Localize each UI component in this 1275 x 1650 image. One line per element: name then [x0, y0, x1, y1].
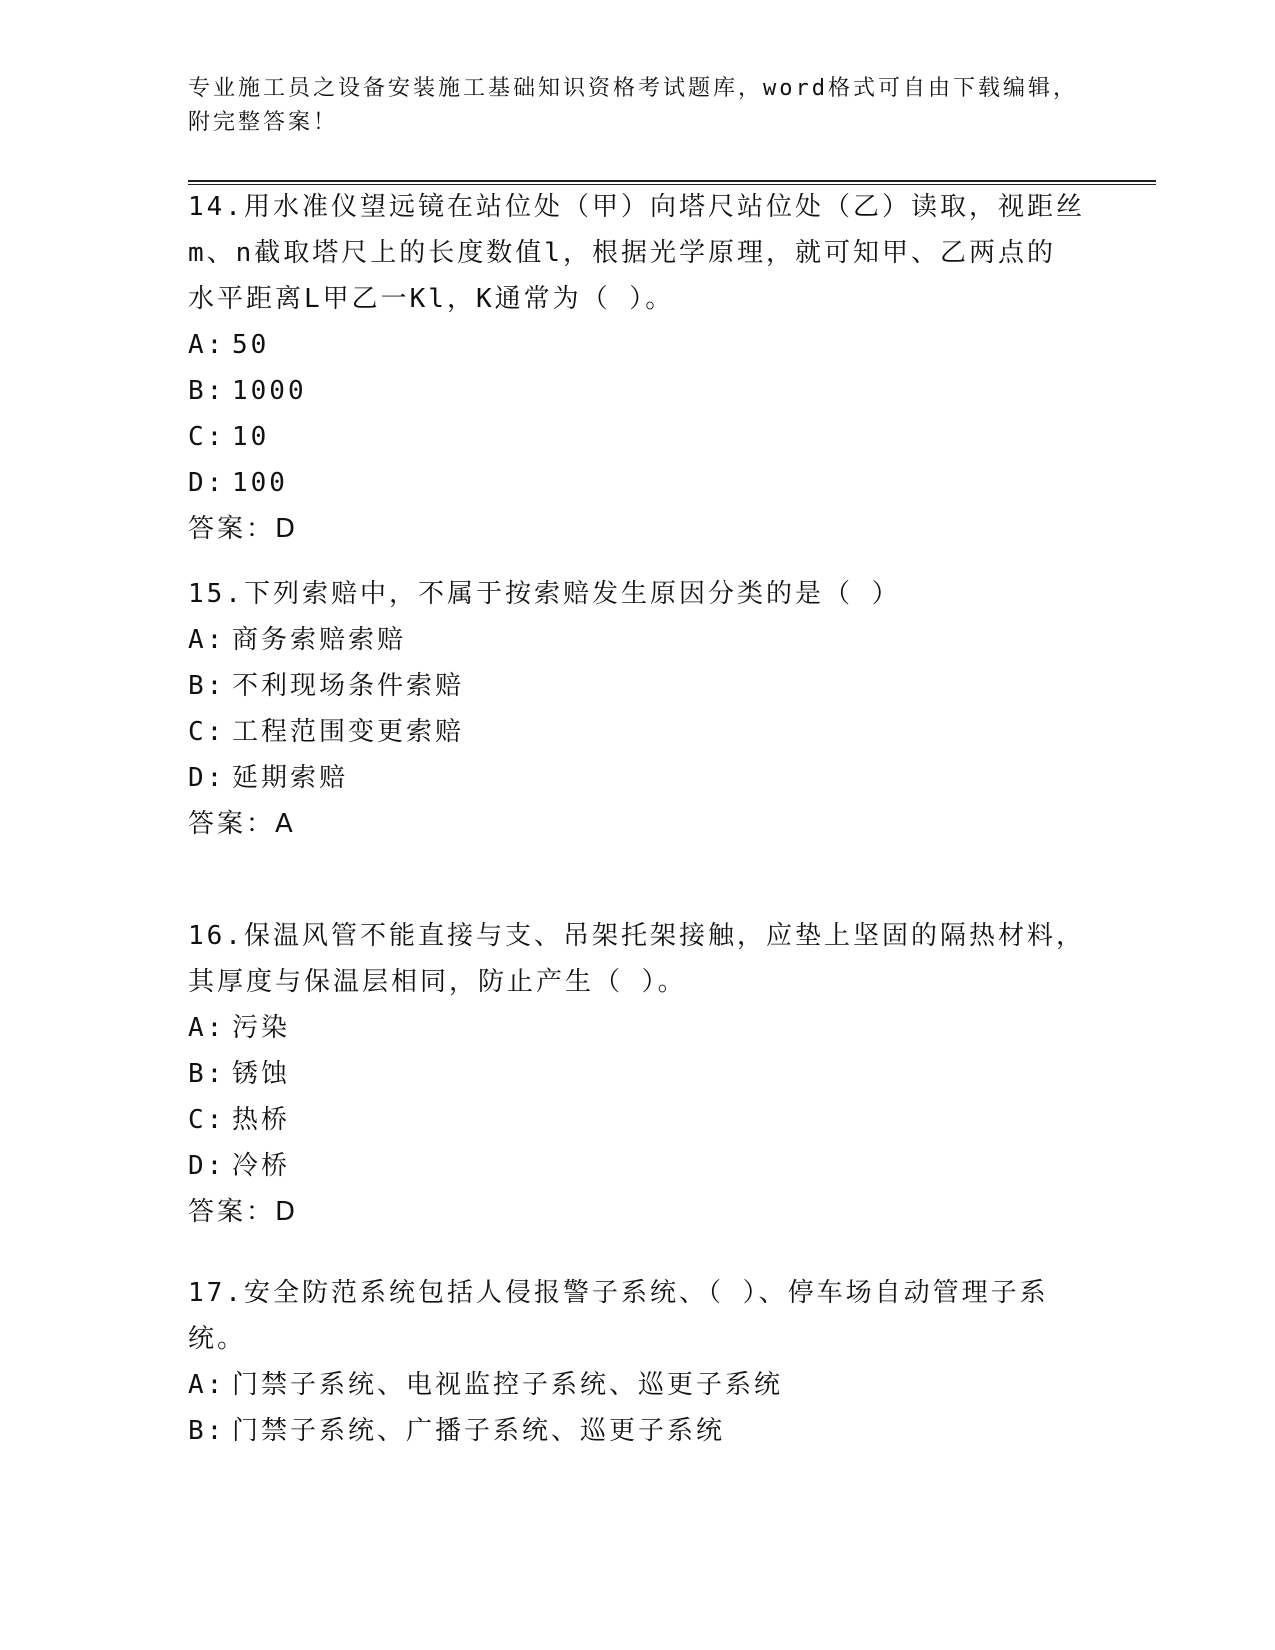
question-17: [188, 1270, 1088, 1454]
answer-value: A: [275, 809, 296, 839]
option-a: [188, 1362, 1088, 1408]
option-label: A:: [188, 1370, 226, 1400]
option-b: [188, 368, 1088, 414]
answer-label: 答案：: [188, 1197, 276, 1227]
question-stem-line: 17.安全防范系统包括人侵报警子系统、（ ）、停车场自动管理子系: [188, 1278, 1049, 1308]
option-label: C:: [188, 422, 226, 452]
question-stem-line: 水平距离L甲乙一Kl，K通常为（ ）。: [188, 284, 675, 314]
option-text: 热桥: [232, 1105, 291, 1135]
question-15: [188, 571, 1088, 847]
option-label: A:: [188, 625, 226, 655]
option-label: B:: [188, 1416, 226, 1446]
answer-label: 答案：: [188, 809, 276, 839]
answer-line: [188, 1189, 1088, 1235]
answer-line: [188, 506, 1088, 552]
document-header: [188, 72, 1088, 140]
option-text: 门禁子系统、广播子系统、巡更子系统: [232, 1416, 726, 1446]
option-d: [188, 1143, 1088, 1189]
option-label: B:: [188, 671, 226, 701]
question-stem-line: 15.下列索赔中，不属于按索赔发生原因分类的是（ ）: [188, 579, 901, 609]
option-label: A:: [188, 330, 226, 360]
option-label: C:: [188, 717, 226, 747]
option-text: 1000: [232, 376, 307, 406]
option-b: [188, 663, 1088, 709]
option-a: [188, 322, 1088, 368]
option-label: D:: [188, 1151, 226, 1181]
question-14: [188, 184, 1088, 552]
option-text: 污染: [232, 1013, 291, 1043]
answer-value: D: [275, 1197, 299, 1227]
question-stem-line: 其厚度与保温层相同，防止产生（ ）。: [188, 967, 687, 997]
option-text: 不利现场条件索赔: [232, 671, 465, 701]
question-16: [188, 913, 1088, 1235]
option-text: 100: [232, 468, 288, 498]
option-d: [188, 755, 1088, 801]
option-d: [188, 460, 1088, 506]
option-text: 工程范围变更索赔: [232, 717, 465, 747]
option-b: [188, 1408, 1088, 1454]
option-label: B:: [188, 1059, 226, 1089]
answer-line: [188, 801, 1088, 847]
option-text: 延期索赔: [232, 763, 349, 793]
answer-label: 答案：: [188, 514, 276, 544]
option-label: A:: [188, 1013, 226, 1043]
option-text: 50: [232, 330, 270, 360]
option-b: [188, 1051, 1088, 1097]
option-text: 10: [232, 422, 270, 452]
question-stem-line: 统。: [188, 1324, 247, 1354]
option-label: C:: [188, 1105, 226, 1135]
option-c: [188, 1097, 1088, 1143]
option-label: B:: [188, 376, 226, 406]
option-text: 锈蚀: [232, 1059, 291, 1089]
option-c: [188, 414, 1088, 460]
option-a: [188, 1005, 1088, 1051]
header-line-2: 附完整答案！: [188, 110, 339, 135]
option-c: [188, 709, 1088, 755]
option-a: [188, 617, 1088, 663]
option-text: 门禁子系统、电视监控子系统、巡更子系统: [232, 1370, 784, 1400]
option-label: D:: [188, 468, 226, 498]
answer-value: D: [275, 514, 299, 544]
question-stem-line: 14.用水准仪望远镜在站位处（甲）向塔尺站位处（乙）读取，视距丝: [188, 192, 1085, 222]
option-label: D:: [188, 763, 226, 793]
option-text: 商务索赔索赔: [232, 625, 407, 655]
header-line-1: 专业施工员之设备安装施工基础知识资格考试题库，word格式可自由下载编辑，: [188, 76, 1078, 101]
question-stem-line: m、n截取塔尺上的长度数值l，根据光学原理，就可知甲、乙两点的: [188, 238, 1056, 268]
option-text: 冷桥: [232, 1151, 291, 1181]
question-stem-line: 16.保温风管不能直接与支、吊架托架接触，应垫上坚固的隔热材料，: [188, 921, 1085, 951]
